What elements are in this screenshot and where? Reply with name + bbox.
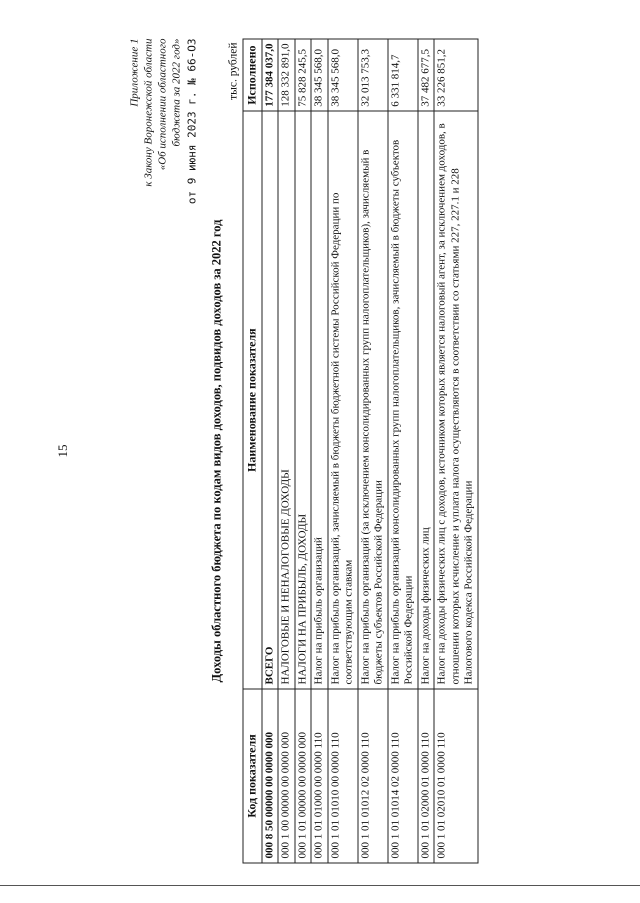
- row-code: 000 1 01 01012 02 0000 110: [358, 689, 388, 863]
- row-name: Налог на прибыль организаций (за исключением консолидированных групп налогоплательщиков), зачисляемый в бюджеты субъектов Российской Федерации: [358, 111, 388, 689]
- revenue-table: [243, 39, 479, 864]
- row-code: 000 1 01 02000 01 0000 110: [418, 689, 435, 863]
- table-row: [434, 39, 478, 863]
- row-code: 000 1 01 01014 02 0000 110: [388, 689, 418, 863]
- rotated-page-content: [126, 29, 516, 874]
- row-name: ВСЕГО: [262, 111, 279, 689]
- row-code: 000 1 00 00000 00 0000 000: [278, 689, 295, 863]
- page-number: 15: [55, 444, 70, 458]
- appendix-line: бюджета за 2022 год»: [170, 38, 183, 147]
- table-row: [278, 39, 295, 863]
- appendix-line: «Об исполнении областного: [156, 38, 169, 171]
- header-amount: Исполнено: [243, 39, 262, 111]
- row-name: Налог на доходы физических лиц с доходов, источником которых является налоговый агент, за исключением доходов, в отношении которых исчисление и уплата налога осуществляются в соответствии со статьями 227, 227.1 и 228 Налогового кодекса Российской Федерации: [434, 111, 478, 689]
- row-amount: 38 345 568,0: [328, 39, 358, 111]
- row-amount: 37 482 677,5: [418, 39, 435, 111]
- table-row: [262, 39, 279, 863]
- row-amount: 33 226 851,2: [434, 39, 478, 111]
- row-amount: 6 331 814,7: [388, 39, 418, 111]
- table-header-row: [243, 39, 262, 863]
- row-code: 000 1 01 01010 00 0000 110: [328, 689, 358, 863]
- row-name: Налог на прибыль организаций консолидированных групп налогоплательщиков, зачисляемый в бюджеты субъектов Российской Федерации: [388, 111, 418, 689]
- row-name: Налог на прибыль организаций, зачисляемый в бюджеты бюджетной системы Российской Федерации по соответствующим ставкам: [328, 111, 358, 689]
- law-date-number: от 9 июня 2023 г. № 66-ОЗ: [185, 38, 199, 205]
- table-row: [418, 39, 435, 863]
- header-name: Наименование показателя: [243, 111, 262, 689]
- table-row: [328, 39, 358, 863]
- table-row: [358, 39, 388, 863]
- row-code: 000 1 01 00000 00 0000 000: [295, 689, 312, 863]
- row-amount: 128 332 891,0: [278, 39, 295, 111]
- appendix-line: к Закону Воронежской области: [142, 38, 155, 187]
- header-code: Код показателя: [243, 689, 262, 863]
- row-name: НАЛОГИ НА ПРИБЫЛЬ, ДОХОДЫ: [295, 111, 312, 689]
- document-title: Доходы областного бюджета по кодам видов доходов, подвидов доходов за 2022 год: [209, 219, 224, 683]
- appendix-block: [128, 39, 200, 205]
- row-amount: 38 345 568,0: [311, 39, 328, 111]
- row-name: НАЛОГОВЫЕ И НЕНАЛОГОВЫЕ ДОХОДЫ: [278, 111, 295, 689]
- page-bottom-rule: [0, 885, 640, 886]
- table-row: [388, 39, 418, 863]
- table-row: [295, 39, 312, 863]
- unit-label: тыс. рублей: [227, 42, 240, 100]
- table-row: [311, 39, 328, 863]
- row-amount: 177 384 037,0: [262, 39, 279, 111]
- row-code: 000 1 01 02010 01 0000 110: [434, 689, 478, 863]
- row-code: 000 8 50 00000 00 0000 000: [262, 689, 279, 863]
- row-amount: 75 828 245,5: [295, 39, 312, 111]
- row-amount: 32 013 753,3: [358, 39, 388, 111]
- row-code: 000 1 01 01000 00 0000 110: [311, 689, 328, 863]
- row-name: Налог на доходы физических лиц: [418, 111, 435, 689]
- row-name: Налог на прибыль организаций: [311, 111, 328, 689]
- appendix-line: Приложение 1: [128, 38, 141, 107]
